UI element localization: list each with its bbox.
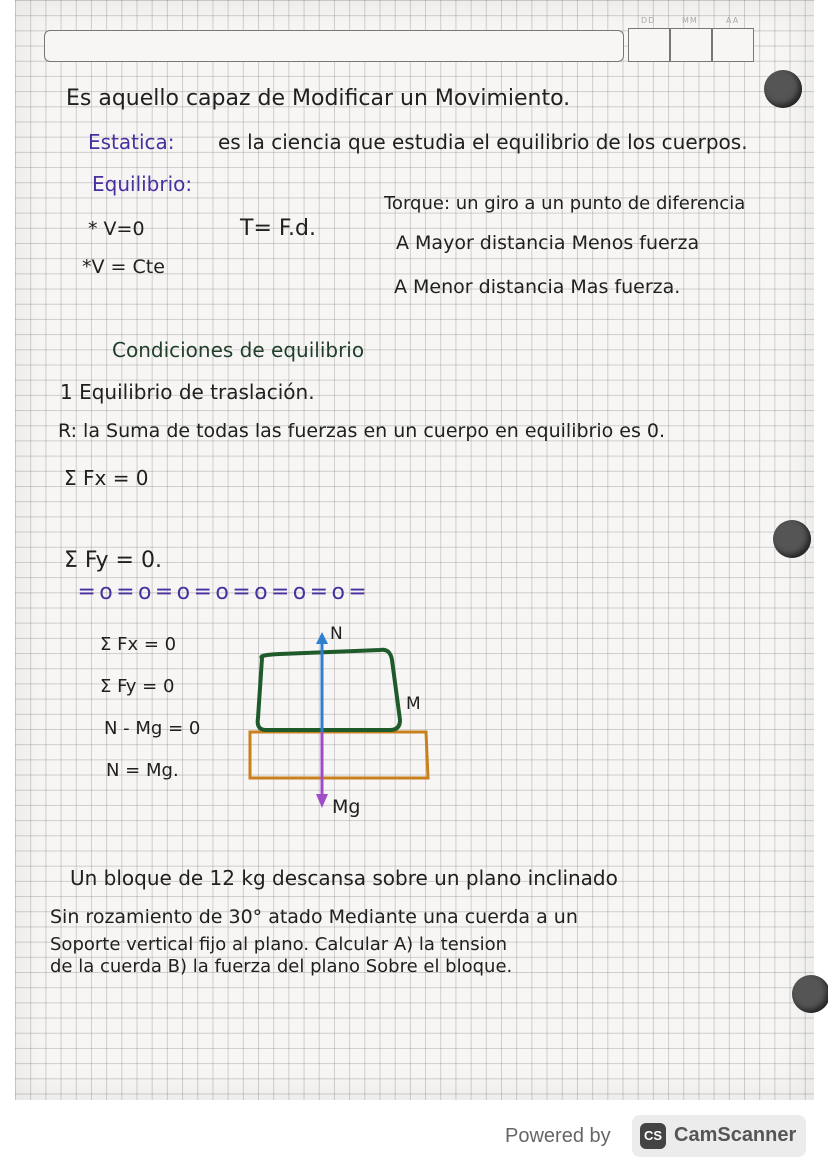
equation-n-mg: N - Mg = 0 — [104, 718, 201, 739]
equation-v-zero: * V=0 — [88, 218, 145, 240]
problem-line-4: de la cuerda B) la fuerza del plano Sobre el bloque. — [50, 956, 513, 977]
equation-n-equals-mg: N = Mg. — [106, 760, 179, 781]
date-label-day: DD — [641, 16, 656, 25]
statics-definition: es la ciencia que estudia el equilibrio de los cuerpos. — [218, 130, 748, 154]
label-weight: Mg — [332, 796, 361, 818]
torque-line-3: A Menor distancia Mas fuerza. — [394, 276, 681, 298]
date-box-day — [628, 28, 670, 62]
equation-fx: Σ Fx = 0 — [100, 634, 177, 655]
label-mass: M — [406, 694, 421, 714]
camscanner-logo-icon: CS — [640, 1123, 666, 1149]
statics-term: Estatica: — [88, 130, 175, 154]
date-label-year: AA — [726, 16, 740, 25]
camscanner-badge — [632, 1115, 806, 1157]
sum-fx-equation: Σ Fx = 0 — [64, 466, 149, 490]
problem-line-1: Un bloque de 12 kg descansa sobre un plano inclinado — [70, 866, 618, 890]
equation-fy: Σ Fy = 0 — [100, 676, 175, 697]
translation-title: 1 Equilibrio de traslación. — [60, 380, 315, 404]
normal-arrowhead — [316, 632, 328, 644]
torque-formula: T= F.d. — [240, 216, 316, 241]
translation-definition: R: la Suma de todas las fuerzas en un cuerpo en equilibrio es 0. — [58, 420, 666, 442]
binder-hole-top — [764, 70, 802, 108]
section-separator: ═o═o═o═o═o═o═o═ — [80, 580, 371, 605]
date-box-year — [712, 28, 754, 62]
camscanner-brand: CamScanner — [674, 1124, 797, 1146]
conditions-title: Condiciones de equilibrio — [112, 338, 365, 362]
header-bar — [44, 30, 624, 62]
problem-line-3: Soporte vertical fijo al plano. Calcular A) la tension — [50, 934, 508, 955]
label-normal: N — [330, 624, 343, 644]
torque-line-1: Torque: un giro a un punto de diferencia — [384, 193, 746, 214]
equilibrium-title: Equilibrio: — [92, 172, 193, 196]
support-block — [250, 732, 428, 778]
definition-line: Es aquello capaz de Modificar un Movimiento. — [66, 86, 571, 111]
mass-block — [258, 650, 400, 730]
binder-hole-middle — [773, 520, 811, 558]
sum-fy-equation: Σ Fy = 0. — [64, 548, 162, 573]
weight-arrowhead — [316, 794, 328, 808]
date-label-month: MM — [682, 16, 698, 25]
powered-by-text: Powered by — [505, 1125, 611, 1147]
date-box-month — [670, 28, 712, 62]
equation-v-constant: *V = Cte — [82, 256, 165, 278]
binder-hole-bottom — [792, 975, 828, 1013]
torque-line-2: A Mayor distancia Menos fuerza — [396, 232, 700, 254]
problem-line-2: Sin rozamiento de 30° atado Mediante una cuerda a un — [50, 906, 578, 928]
